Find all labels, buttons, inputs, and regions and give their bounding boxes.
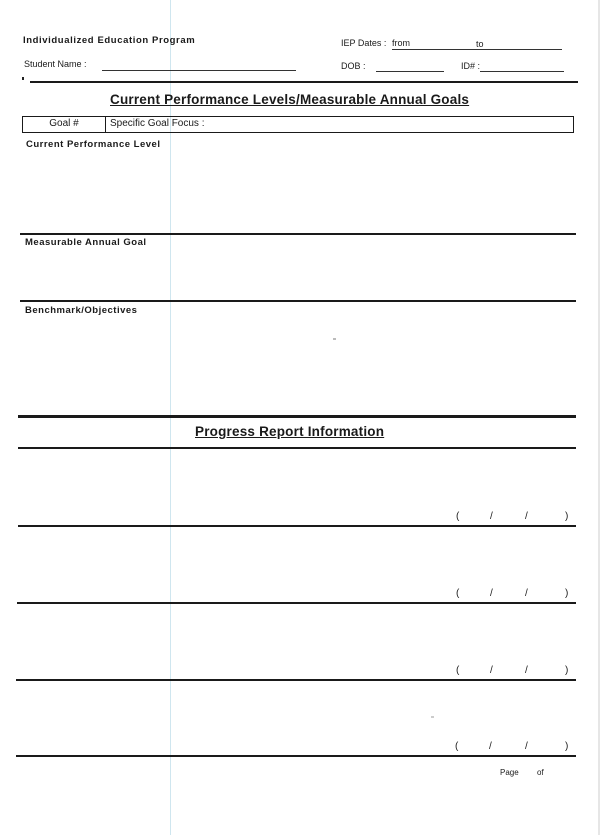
goal-header-row [22, 116, 574, 133]
divider-annual-goal [20, 300, 576, 302]
date-separator: / [525, 665, 528, 676]
progress-divider [18, 525, 576, 527]
benchmark-label: Benchmark/Objectives [25, 305, 138, 316]
iep-dates-label: IEP Dates : [341, 38, 387, 48]
date-open-paren: ( [455, 741, 459, 752]
date-separator: / [490, 665, 493, 676]
speck-mark [333, 338, 336, 340]
benchmark-area[interactable] [22, 316, 575, 414]
section-title-progress: Progress Report Information [195, 424, 385, 439]
progress-top-divider [18, 447, 576, 449]
id-label: ID# : [461, 61, 481, 71]
date-separator: / [489, 741, 492, 752]
progress-divider [16, 679, 576, 681]
date-open-paren: ( [456, 588, 460, 599]
to-label: to [476, 39, 484, 49]
date-separator: / [490, 511, 493, 522]
iep-dates-field[interactable] [392, 49, 562, 50]
annual-goal-label: Measurable Annual Goal [25, 237, 147, 248]
goal-number-field[interactable]: Goal # [23, 117, 106, 132]
date-separator: / [525, 588, 528, 599]
from-label: from [392, 38, 410, 48]
divider-benchmark [18, 415, 576, 418]
date-separator: / [490, 588, 493, 599]
progress-divider [17, 602, 576, 604]
speck-mark [431, 716, 434, 718]
page-edge-shadow [598, 0, 600, 835]
date-open-paren: ( [456, 511, 460, 522]
current-performance-label: Current Performance Level [26, 139, 161, 150]
id-field[interactable] [480, 71, 564, 72]
current-performance-area[interactable] [22, 149, 575, 233]
progress-entry-area[interactable] [16, 682, 576, 754]
student-name-label: Student Name : [24, 59, 87, 69]
date-close-paren: ) [565, 665, 569, 676]
progress-bottom-divider [16, 755, 576, 757]
dob-field[interactable] [376, 71, 444, 72]
of-label: of [537, 768, 544, 777]
page-label: Page [500, 768, 519, 777]
student-name-field[interactable] [102, 70, 296, 71]
stray-mark [22, 77, 24, 80]
date-open-paren: ( [456, 665, 460, 676]
header-divider [30, 81, 578, 83]
goal-focus-field[interactable]: Specific Goal Focus : [110, 118, 205, 129]
date-close-paren: ) [565, 588, 569, 599]
form-title: Individualized Education Program [23, 35, 196, 46]
divider-performance [20, 233, 576, 235]
annual-goal-area[interactable] [22, 248, 575, 300]
dob-label: DOB : [341, 61, 366, 71]
date-close-paren: ) [565, 741, 569, 752]
section-title-goals: Current Performance Levels/Measurable Annual Goals [110, 92, 470, 107]
date-separator: / [525, 511, 528, 522]
date-separator: / [525, 741, 528, 752]
date-close-paren: ) [565, 511, 569, 522]
